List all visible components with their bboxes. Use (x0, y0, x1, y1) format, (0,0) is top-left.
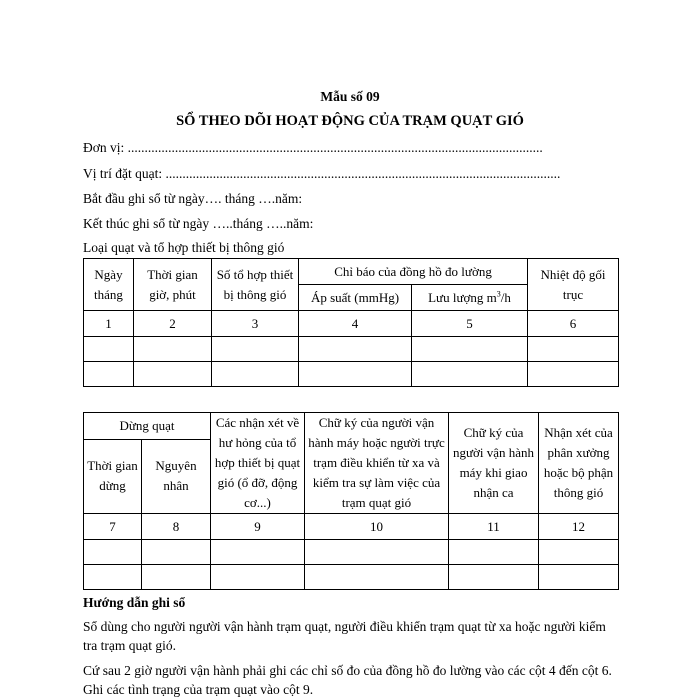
col-number: 4 (299, 311, 412, 337)
start-date-field: Bắt đầu ghi sổ từ ngày…. tháng ….năm: (83, 191, 303, 206)
table-row (84, 565, 619, 590)
header-stop-group: Dừng quạt (84, 413, 211, 440)
header-combo-number: Số tổ hợp thiết bị thông gió (212, 259, 299, 311)
form-title: SỔ THEO DÕI HOẠT ĐỘNG CỦA TRẠM QUẠT GIÓ (176, 113, 524, 129)
header-remarks: Nhận xét của phân xưởng hoặc bộ phận thông gió (539, 413, 619, 514)
header-bearing-temp: Nhiệt độ gối trục (528, 259, 619, 311)
header-stop-time: Thời gian dừng (84, 439, 142, 513)
table-number-row (84, 514, 619, 540)
col-number: 8 (142, 514, 211, 540)
header-handover-signature: Chữ ký của người vận hành máy khi giao nhận ca (449, 413, 539, 514)
col-number: 5 (412, 311, 528, 337)
form-number: Mẫu số 09 (320, 89, 380, 104)
col-number: 2 (134, 311, 212, 337)
guide-paragraph: Cứ sau 2 giờ người vận hành phải ghi các chỉ số đo của đồng hồ đo lường vào các cột 4 đến cột 6. Ghi các tình trạng của trạm quạt vào cột 9. (83, 663, 612, 697)
unit-field: Đơn vị: ........................................................................................................................... (83, 140, 543, 155)
guide-paragraph: Sổ dùng cho người người vận hành trạm quạt, người điều khiển trạm quạt từ xa hoặc người kiểm tra trạm quạt gió. (83, 619, 606, 653)
header-flow (412, 285, 528, 311)
table-row (84, 337, 619, 362)
col-number: 3 (212, 311, 299, 337)
col-number: 9 (211, 514, 305, 540)
header-reason: Nguyên nhân (142, 439, 211, 513)
header-flow-unit: /h (500, 289, 511, 305)
fan-type-field: Loại quạt và tổ hợp thiết bị thông gió (83, 240, 285, 255)
header-operator-signature: Chữ ký của người vận hành máy hoặc người trực trạm điều khiển từ xa và kiểm tra sự làm việc của trạm quạt gió (305, 413, 449, 514)
guide-heading: Hướng dẫn ghi sổ (83, 595, 186, 610)
header-time: Thời gian giờ, phút (134, 259, 212, 311)
header-day: Ngày tháng (84, 259, 134, 311)
table-number-row (84, 311, 619, 337)
header-damage-notes: Các nhận xét về hư hỏng của tổ hợp thiết bị quạt gió (ổ đỡ, động cơ...) (211, 413, 305, 514)
header-pressure: Áp suất (mmHg) (299, 285, 412, 311)
col-number: 11 (449, 514, 539, 540)
header-flow-sup: 3 (496, 289, 501, 299)
table-row (84, 362, 619, 387)
col-number: 7 (84, 514, 142, 540)
header-flow-label: Lưu lượng m (428, 289, 497, 305)
end-date-field: Kết thúc ghi sổ từ ngày …..tháng …..năm: (83, 216, 314, 231)
col-number: 10 (305, 514, 449, 540)
col-number: 6 (528, 311, 619, 337)
stoppage-table (83, 412, 619, 590)
table-row (84, 540, 619, 565)
col-number: 12 (539, 514, 619, 540)
measurement-table (83, 258, 619, 387)
header-meter-group: Chỉ báo của đồng hồ đo lường (299, 259, 528, 285)
location-field: Vị trí đặt quạt: ..................................................................................................................... (83, 166, 561, 181)
col-number: 1 (84, 311, 134, 337)
